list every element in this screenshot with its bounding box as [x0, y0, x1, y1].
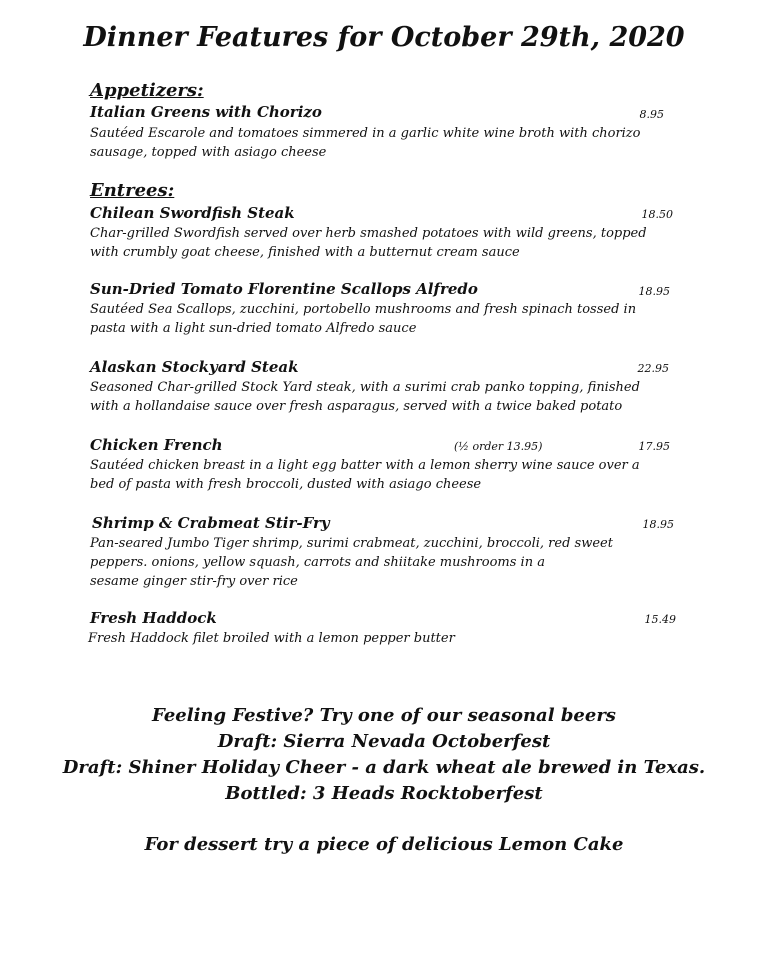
description-line: pasta with a light sun-dried tomato Alfredo sauce: [90, 321, 417, 336]
half-order-price: (½ order 13.95): [454, 440, 543, 453]
promo-dessert: For dessert try a piece of delicious Lemon Cake: [144, 834, 624, 855]
menu-item-description: [90, 124, 641, 162]
description-line: Char-grilled Swordfish served over herb smashed potatoes with wild greens, topped: [90, 226, 647, 241]
menu-item-name: Sun-Dried Tomato Florentine Scallops Alfredo: [90, 280, 478, 298]
promo-line: Draft: Shiner Holiday Cheer - a dark wheat ale brewed in Texas.: [62, 757, 706, 778]
menu-item-description: [90, 456, 640, 494]
menu-item-name: Italian Greens with Chorizo: [90, 103, 322, 121]
section-heading-entrees: Entrees:: [90, 180, 175, 201]
promo-beers: [0, 703, 768, 807]
menu-item-name: Shrimp & Crabmeat Stir-Fry: [92, 514, 330, 532]
description-line: with a hollandaise sauce over fresh asparagus, served with a twice baked potato: [90, 399, 623, 414]
description-line: Seasoned Char-grilled Stock Yard steak, with a surimi crab panko topping, finished: [90, 380, 640, 395]
description-line: Sautéed chicken breast in a light egg batter with a lemon sherry wine sauce over a: [90, 458, 640, 473]
menu-item-price: 22.95: [637, 362, 669, 375]
description-line: sausage, topped with asiago cheese: [90, 145, 327, 160]
section-heading-appetizers: Appetizers:: [90, 80, 204, 101]
menu-item-price: 18.95: [638, 285, 670, 298]
menu-item-name: Chilean Swordfish Steak: [90, 204, 295, 222]
description-line: with crumbly goat cheese, finished with a butternut cream sauce: [90, 245, 520, 260]
menu-item-price: 8.95: [639, 108, 664, 121]
menu-item-price: 18.95: [642, 518, 674, 531]
menu-item-name: Chicken French: [90, 436, 223, 454]
promo-line: Feeling Festive? Try one of our seasonal beers: [152, 705, 616, 726]
menu-item-description: [90, 300, 636, 338]
menu-item-name: Fresh Haddock: [90, 609, 217, 627]
page-title: Dinner Features for October 29th, 2020: [83, 22, 685, 53]
menu-item-price: 15.49: [644, 613, 676, 626]
description-line: Sautéed Escarole and tomatoes simmered in a garlic white wine broth with chorizo: [90, 126, 641, 141]
promo-line: Bottled: 3 Heads Rocktoberfest: [225, 783, 543, 804]
menu-item-name: Alaskan Stockyard Steak: [90, 358, 299, 376]
menu-item-description: [88, 629, 455, 648]
menu-item-price: 17.95: [638, 440, 670, 453]
menu-item-description: [90, 378, 640, 416]
description-line: Sautéed Sea Scallops, zucchini, portobello mushrooms and fresh spinach tossed in: [90, 302, 637, 317]
description-line: Pan-seared Jumbo Tiger shrimp, surimi crabmeat, zucchini, broccoli, red sweet: [90, 536, 613, 551]
menu-item-description: [90, 224, 647, 262]
promo-line: Draft: Sierra Nevada Octoberfest: [217, 731, 551, 752]
description-line: peppers. onions, yellow squash, carrots and shiitake mushrooms in a: [90, 555, 545, 570]
description-line: bed of pasta with fresh broccoli, dusted with asiago cheese: [90, 477, 482, 492]
description-line: sesame ginger stir-fry over rice: [90, 574, 298, 589]
menu-item-description: [90, 534, 613, 591]
menu-item-price: 18.50: [641, 208, 673, 221]
description-line: Fresh Haddock filet broiled with a lemon pepper butter: [88, 631, 455, 646]
